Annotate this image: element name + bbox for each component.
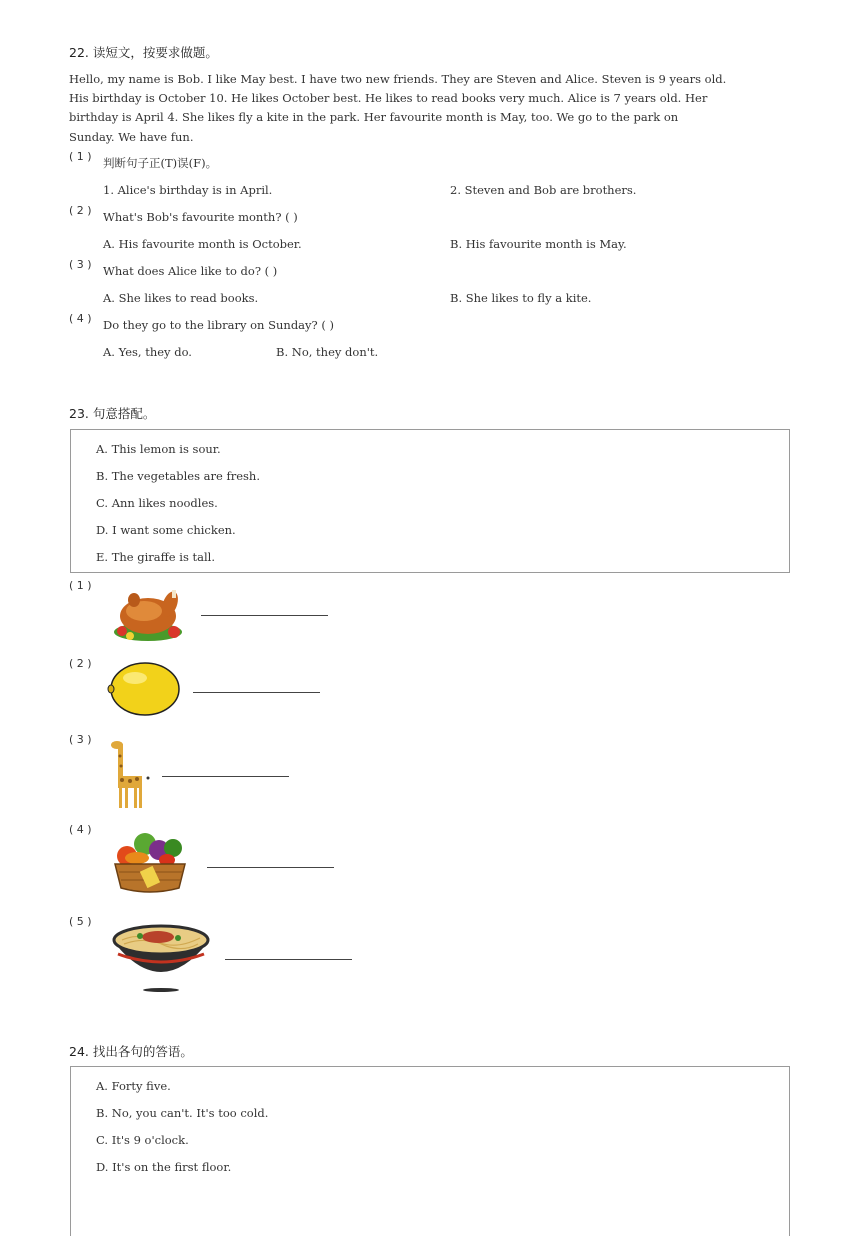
choice-item: B. The vegetables are fresh. [96,469,260,483]
part-number: ( 3 ) [69,258,92,271]
option-text: A. His favourite month is October. [103,237,302,251]
answer-line[interactable] [193,692,320,693]
passage-line: Hello, my name is Bob. I like May best. I have two new friends. They are Steven and Alice. Steven is 9 years old. [69,72,727,86]
item-number: ( 4 ) [69,823,92,836]
choice-item: A. Forty five. [96,1079,171,1093]
passage-line: Sunday. We have fun. [69,129,194,144]
option-text: 2. Steven and Bob are brothers. [450,183,637,197]
choice-item: D. I want some chicken. [96,523,236,537]
part-number: ( 2 ) [69,204,92,217]
choice-item: A. This lemon is sour. [96,442,221,456]
part-number: ( 1 ) [69,150,92,163]
option-text: A. She likes to read books. [103,291,259,305]
part-prompt: What's Bob's favourite month? ( ) [103,210,298,224]
question-23-title: 23. 句意搭配。 [69,406,156,421]
choices-box [70,429,790,573]
lemon-image [107,660,183,718]
item-number: ( 2 ) [69,657,92,670]
choice-item: E. The giraffe is tall. [96,550,215,564]
answer-line[interactable] [207,867,334,868]
option-text: 1. Alice's birthday is in April. [103,183,273,197]
question-22-title: 22. 读短文，按要求做题。 [69,45,218,60]
part-prompt: 判断句子正(T)误(F)。 [103,156,218,170]
choice-item: C. It's 9 o'clock. [96,1133,189,1147]
reading-passage [69,70,789,147]
choice-item: B. No, you can't. It's too cold. [96,1106,269,1120]
roast-chicken-image [108,582,190,646]
item-number: ( 3 ) [69,733,92,746]
part-prompt: What does Alice like to do? ( ) [103,264,278,278]
choice-item: D. It's on the first floor. [96,1160,232,1174]
question-24-title: 24. 找出各句的答语。 [69,1044,193,1059]
item-number: ( 5 ) [69,915,92,928]
giraffe-image [108,740,154,810]
option-text: A. Yes, they do. [103,345,192,359]
vegetable-basket-image [107,828,193,896]
option-text: B. His favourite month is May. [450,237,627,251]
part-number: ( 4 ) [69,312,92,325]
answer-line[interactable] [225,959,352,960]
passage-line: birthday is April 4. She likes fly a kite in the park. Her favourite month is May, too. We go to the park on [69,110,679,125]
answer-line[interactable] [201,615,328,616]
choices-box [70,1066,790,1236]
choice-item: C. Ann likes noodles. [96,496,218,510]
passage-line: His birthday is October 10. He likes October best. He likes to read books very much. Alice is 7 years old. Her [69,91,708,106]
option-text: B. No, they don't. [276,345,379,359]
option-text: B. She likes to fly a kite. [450,291,592,305]
answer-line[interactable] [162,776,289,777]
noodle-bowl-image [110,920,212,992]
part-prompt: Do they go to the library on Sunday? ( ) [103,318,334,332]
item-number: ( 1 ) [69,579,92,592]
